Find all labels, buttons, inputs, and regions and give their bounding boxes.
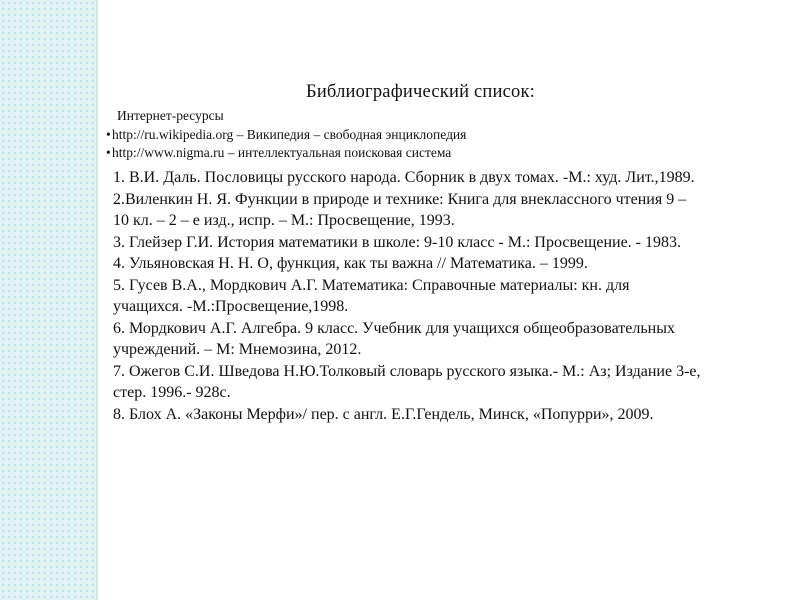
bullet-icon: • [106, 127, 111, 142]
bibliography-entry: 8. Блох А. «Законы Мерфи»/ пер. с англ. Е.Г.Гендель, Минск, «Попурри», 2009. [113, 405, 654, 423]
bibliography-entry: 4. Ульяновская Н. Н. О, функция, как ты важна // Математика. – 1999. [113, 255, 588, 272]
internet-resources-heading: Интернет-ресурсы [117, 108, 224, 123]
bibliography-entry: 1. В.И. Даль. Пословицы русского народа. Сборник в двух томах. -М.: худ. Лит.,1989. [113, 169, 695, 186]
bibliography-entry: 2.Виленкин Н. Я. Функции в природе и технике: Книга для внеклассного чтения 9 – 10 кл. – 2 – е изд., испр. – М.: Просвещение, 1993. [113, 190, 687, 229]
bibliography-entry: 7. Ожегов С.И. Шведова Н.Ю.Толковый словарь русского языка.- М.: Аз; Издание 3-е, стер. 1996.- 928с. [113, 362, 701, 401]
bibliography-entry: 6. Мордкович А.Г. Алгебра. 9 класс. Учебник для учащихся общеобразовательных учреждений. – М: Мнемозина, 2012. [113, 319, 675, 358]
bibliography-list [113, 167, 703, 425]
list-item [106, 126, 466, 144]
page-title: Библиографический список: [306, 82, 535, 102]
decorative-side-band [0, 0, 96, 600]
bullet-icon: • [106, 145, 111, 160]
resource-link[interactable]: http://ru.wikipedia.org – Википедия – свободная энциклопедия [112, 127, 467, 142]
bibliography-entry: 3. Глейзер Г.И. История математики в школе: 9-10 класс - М.: Просвещение. - 1983. [113, 233, 682, 251]
resource-link[interactable]: http://www.nigma.ru – интеллектуальная поисковая система [112, 145, 452, 160]
side-band-edge [96, 0, 98, 600]
bibliography-entry: 5. Гусев В.А., Мордкович А.Г. Математика: Справочные материалы: кн. для учащихся. -М.:Просвещение,1998. [113, 276, 630, 315]
internet-resources-list [106, 126, 466, 162]
list-item [106, 144, 466, 162]
